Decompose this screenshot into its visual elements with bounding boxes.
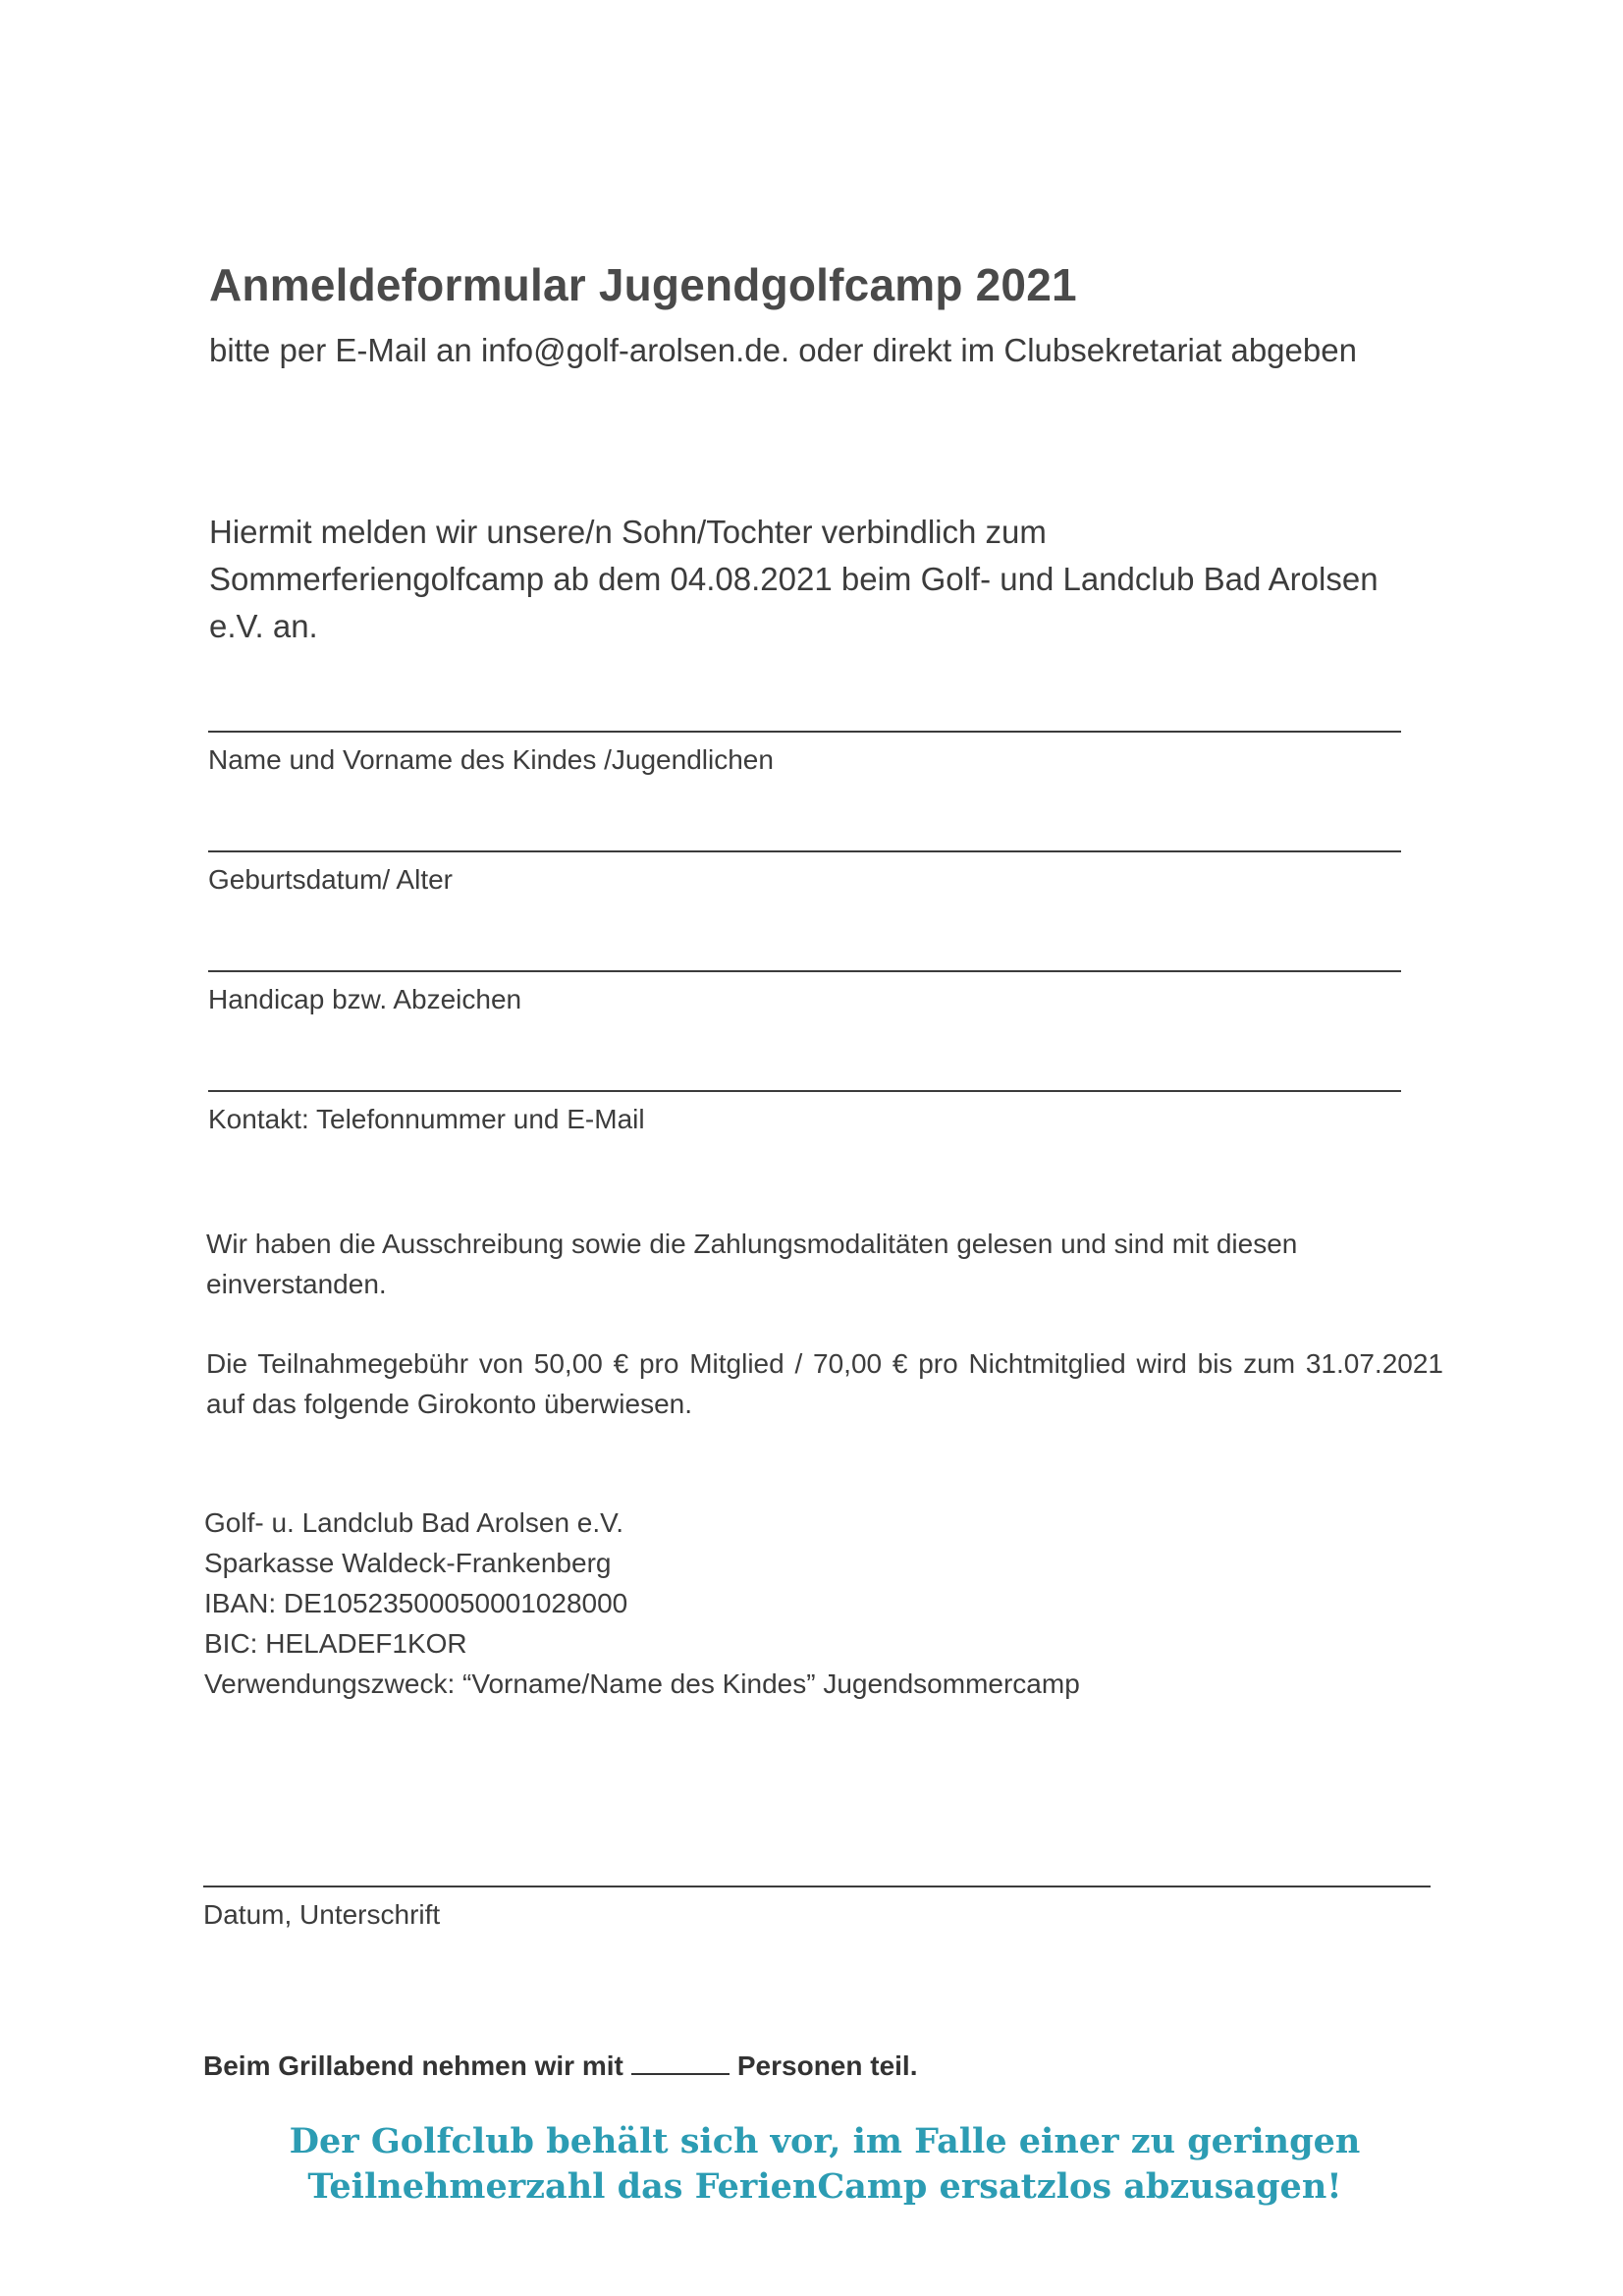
notice-line-2: Teilnehmerzahl das FerienCamp ersatzlos abzusagen! xyxy=(307,2166,1342,2207)
contact-label: Kontakt: Telefonnummer und E-Mail xyxy=(208,1104,645,1134)
bank-purpose: Verwendungszweck: “Vorname/Name des Kindes” Jugendsommercamp xyxy=(204,1668,1080,1699)
grill-evening-line xyxy=(203,2050,918,2082)
bank-name: Sparkasse Waldeck-Frankenberg xyxy=(204,1548,612,1578)
page-subtitle: bitte per E-Mail an info@golf-arolsen.de. oder direkt im Clubsekretariat abgeben xyxy=(209,332,1357,368)
contact-field[interactable] xyxy=(208,1090,1401,1135)
handicap-field[interactable] xyxy=(208,970,1401,1015)
signature-line[interactable] xyxy=(203,1886,1431,1887)
birthdate-age-field[interactable] xyxy=(208,850,1401,896)
fee-paragraph: Die Teilnahmegebühr von 50,00 € pro Mitglied / 70,00 € pro Nichtmitglied wird bis zum 31.07.2021 auf das folgende Girokonto überwiesen. xyxy=(206,1348,1443,1419)
intro-paragraph: Hiermit melden wir unsere/n Sohn/Tochter verbindlich zum Sommerferiengolfcamp ab dem 04.08.2021 beim Golf- und Landclub Bad Arolsen e.V. an. xyxy=(209,514,1379,644)
page-title: Anmeldeformular Jugendgolfcamp 2021 xyxy=(209,259,1077,310)
signature-label: Datum, Unterschrift xyxy=(203,1899,441,1930)
birthdate-age-label: Geburtsdatum/ Alter xyxy=(208,864,454,895)
grill-text-before: Beim Grillabend nehmen wir mit xyxy=(203,2050,623,2081)
bank-iban: IBAN: DE10523500050001028000 xyxy=(204,1588,628,1618)
bank-club-name: Golf- u. Landclub Bad Arolsen e.V. xyxy=(204,1507,624,1538)
notice-line-1: Der Golfclub behält sich vor, im Falle einer zu geringen xyxy=(289,2121,1361,2161)
grill-text-after: Personen teil. xyxy=(736,2050,918,2081)
child-name-field[interactable] xyxy=(208,731,1401,776)
child-name-label: Name und Vorname des Kindes /Jugendlichen xyxy=(208,744,774,775)
bank-bic: BIC: HELADEF1KOR xyxy=(204,1628,467,1659)
handicap-label: Handicap bzw. Abzeichen xyxy=(208,984,522,1014)
grill-persons-blank[interactable] xyxy=(631,2051,730,2075)
signature-field[interactable] xyxy=(203,1886,1431,1931)
bank-details xyxy=(204,1503,1441,1704)
birthdate-age-line[interactable] xyxy=(208,850,1401,852)
cancellation-notice xyxy=(196,2119,1453,2210)
handicap-line[interactable] xyxy=(208,970,1401,972)
child-name-line[interactable] xyxy=(208,731,1401,733)
agreement-paragraph: Wir haben die Ausschreibung sowie die Zahlungsmodalitäten gelesen und sind mit diesen einverstanden. xyxy=(206,1229,1298,1299)
contact-line[interactable] xyxy=(208,1090,1401,1092)
